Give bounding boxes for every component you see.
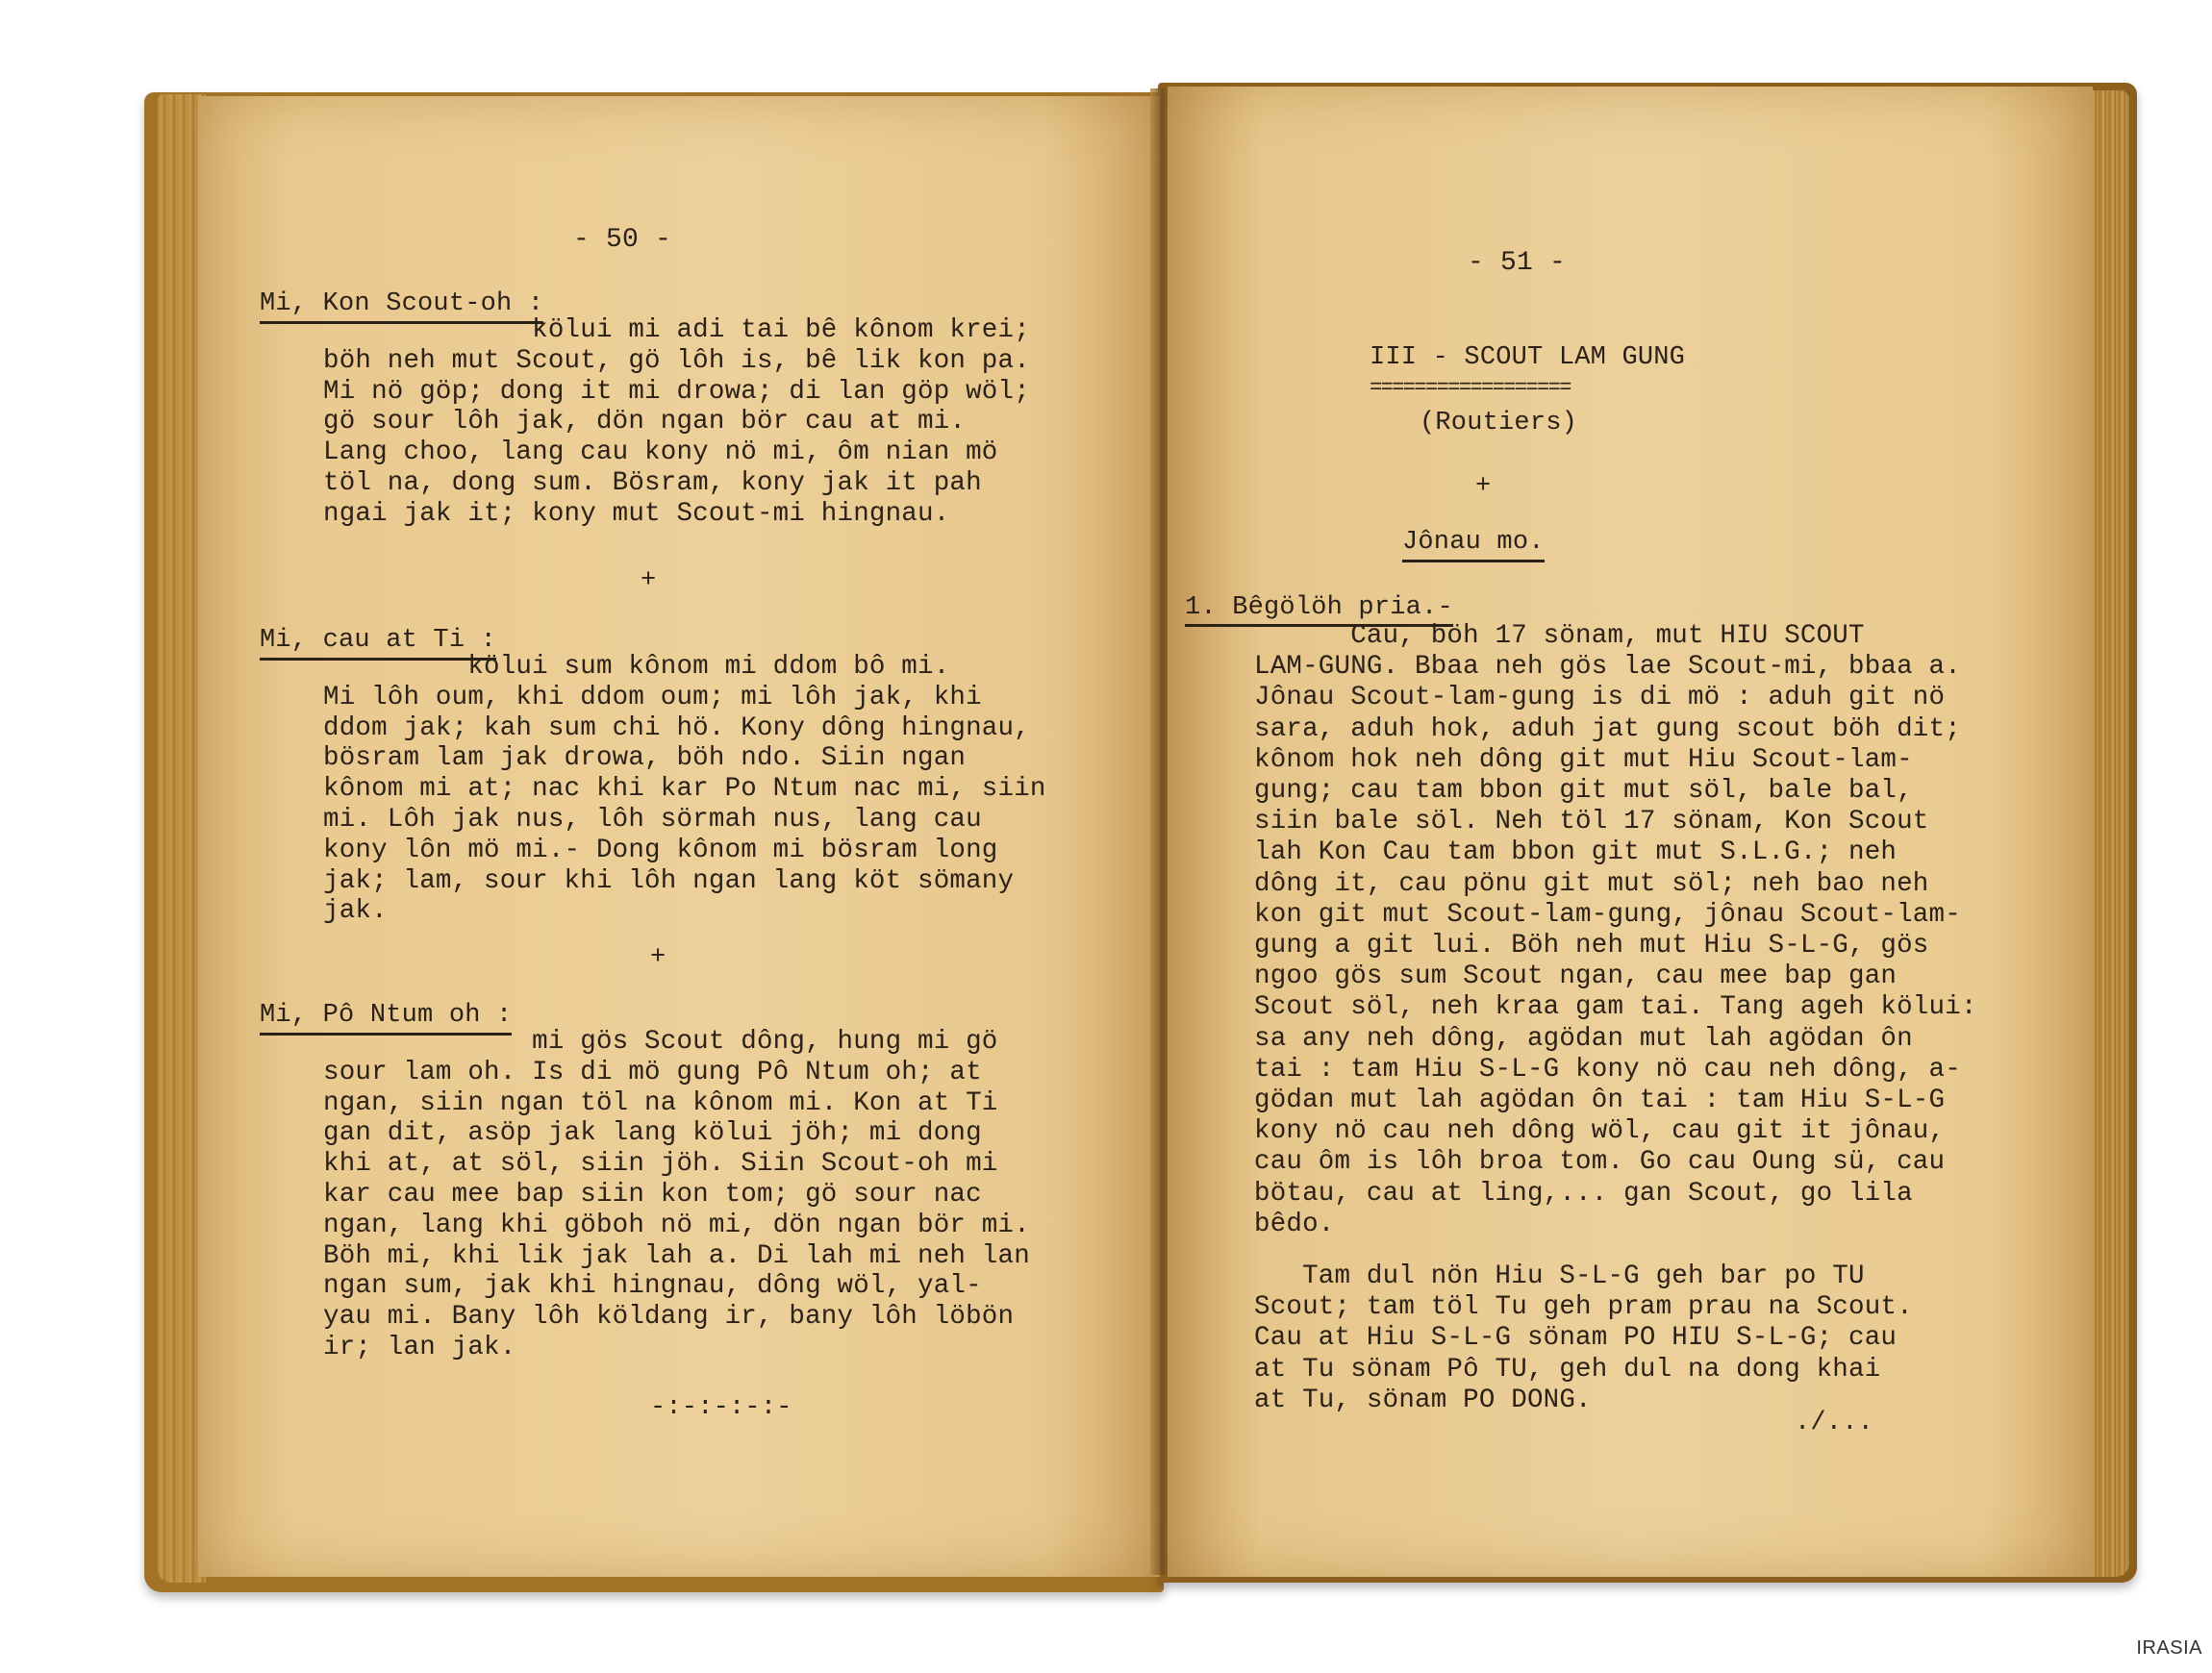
subtitle: (Routiers) <box>1420 409 1578 437</box>
continuation-mark: ./... <box>1795 1409 1874 1437</box>
item-label-text: 1. Bêgölöh pria.- <box>1185 593 1453 627</box>
text-line: gö sour lôh jak, dön ngan bör cau at mi. <box>323 407 967 437</box>
text-line: ir; lan jak. <box>323 1333 516 1362</box>
text-line: ngan sum, jak khi hingnau, dông wöl, yal- <box>323 1271 982 1302</box>
text-line: jak; lam, sour khi lôh ngan lang köt sömany <box>323 865 1015 896</box>
chapter-title: III - SCOUT LAM GUNG <box>1370 343 1686 372</box>
text-line: bösram lam jak drowa, böh ndo. Siin ngan <box>323 743 967 774</box>
page-number: - 51 - <box>1468 248 1567 278</box>
separator: + <box>1475 472 1492 501</box>
text-line: ngan, lang khi göboh nö mi, dön ngan bör mi. <box>323 1210 1030 1240</box>
text-line: kölui mi adi tai bê kônom krei; <box>323 315 1030 345</box>
text-line: kar cau mee bap siin kon tom; gö sour nac <box>323 1180 982 1210</box>
text-line: jak. <box>323 896 388 927</box>
text-line: at Tu, sönam PO DONG. <box>1254 1385 1592 1415</box>
item-label <box>1185 592 1453 623</box>
text-line: ngan, siin ngan töl na kônom mi. Kon at Ti <box>323 1087 998 1118</box>
text-line: Scout; tam töl Tu geh pram prau na Scout. <box>1254 1292 1913 1323</box>
title-rule: ================== <box>1370 376 1571 400</box>
page-number: - 50 - <box>573 225 672 255</box>
text-line: sa any neh dông, agödan mut lah agödan ôn <box>1254 1023 1913 1054</box>
end-mark: -:-:-:-:- <box>650 1393 792 1422</box>
text-line: Böh mi, khi lik jak lah a. Di lah mi neh lan <box>323 1240 1030 1271</box>
text-line: at Tu sönam Pô TU, geh dul na dong khai <box>1254 1354 1881 1385</box>
section-heading: Mi, Kon Scout-oh : <box>260 288 543 324</box>
text-line: tai : tam Hiu S-L-G kony nö cau neh dông, a- <box>1254 1054 1961 1085</box>
text-line: kônom hok neh dông git mut Hiu Scout-lam- <box>1254 744 1913 775</box>
text-line: Jônau Scout-lam-gung is di mö : aduh git nö <box>1254 683 1946 713</box>
text-line: yau mi. Bany lôh köldang ir, bany lôh löbön <box>323 1302 1015 1333</box>
text-line: cau ôm is lôh broa tom. Go cau Oung sü, cau <box>1254 1147 1946 1178</box>
text-line: böh neh mut Scout, gö lôh is, bê lik kon pa. <box>323 345 1030 376</box>
text-line: siin bale söl. Neh töl 17 sönam, Kon Scout <box>1254 807 1929 837</box>
text-line: gödan mut lah agödan ôn tai : tam Hiu S-L-G <box>1254 1086 1946 1115</box>
separator: + <box>641 566 657 595</box>
text-line: ddom jak; kah sum chi hö. Kony dông hingnau, <box>323 712 1030 743</box>
text-line: sara, aduh hok, aduh jat gung scout böh dit; <box>1254 713 1961 744</box>
watermark: IRASIA <box>2136 1637 2202 1659</box>
text-line: ngai jak it; kony mut Scout-mi hingnau. <box>323 498 950 529</box>
text-line: ngoo gös sum Scout ngan, cau mee bap gan <box>1254 961 1898 992</box>
text-line: töl na, dong sum. Bösram, kony jak it pah <box>323 468 982 498</box>
text-line: khi at, at söl, siin jöh. Siin Scout-oh mi <box>323 1149 998 1180</box>
text-line: dông it, cau pönu git mut söl; neh bao neh <box>1254 868 1929 899</box>
text-line: kölui sum kônom mi ddom bô mi. <box>323 652 950 682</box>
right-page <box>1168 87 2093 1577</box>
right-page-edges <box>2087 90 2129 1577</box>
text-line: LAM-GUNG. Bbaa neh gös lae Scout-mi, bbaa a. <box>1254 652 1961 683</box>
section-heading: Jônau mo. <box>1402 527 1545 562</box>
text-line: gung a git lui. Böh neh mut Hiu S-L-G, gös <box>1254 931 1929 961</box>
text-line: gan dit, asöp jak lang kölui jöh; mi dong <box>323 1118 982 1149</box>
text-line: Lang choo, lang cau kony nö mi, ôm nian mö <box>323 437 998 468</box>
section-heading: Mi, cau at Ti : <box>260 625 496 661</box>
text-line: lah Kon Cau tam bbon git mut S.L.G.; neh <box>1254 837 1898 868</box>
text-line: Tam dul nön Hiu S-L-G geh bar po TU <box>1254 1261 1865 1291</box>
text-line: kony nö cau neh dông wöl, cau git it jônau, <box>1254 1116 1946 1147</box>
text-line: mi. Lôh jak nus, lôh sörmah nus, lang cau <box>323 805 982 835</box>
text-line: kônom mi at; nac khi kar Po Ntum nac mi, siin <box>323 774 1046 805</box>
text-line: Cau, böh 17 sönam, mut HIU SCOUT <box>1254 621 1865 651</box>
text-line: Mi lôh oum, khi ddom oum; mi lôh jak, khi <box>323 682 982 712</box>
text-line: gung; cau tam bbon git mut söl, bale bal, <box>1254 776 1913 806</box>
section-heading: Mi, Pô Ntum oh : <box>260 1000 512 1036</box>
text-line: kon git mut Scout-lam-gung, jônau Scout-lam- <box>1254 899 1961 930</box>
text-line: bêdo. <box>1254 1209 1335 1239</box>
separator: + <box>650 943 666 972</box>
text-line: mi gös Scout dông, hung mi gö <box>323 1027 998 1057</box>
text-line: sour lam oh. Is di mö gung Pô Ntum oh; at <box>323 1057 982 1087</box>
text-line: Scout söl, neh kraa gam tai. Tang ageh kölui: <box>1254 992 1977 1023</box>
text-line: bötau, cau at ling,... gan Scout, go lila <box>1254 1178 1913 1209</box>
text-line: kony lôn mö mi.- Dong kônom mi bösram long <box>323 835 998 865</box>
text-line: Mi nö göp; dong it mi drowa; di lan göp wöl; <box>323 376 1030 407</box>
left-page <box>198 96 1160 1577</box>
text-line: Cau at Hiu S-L-G sönam PO HIU S-L-G; cau <box>1254 1323 1898 1354</box>
